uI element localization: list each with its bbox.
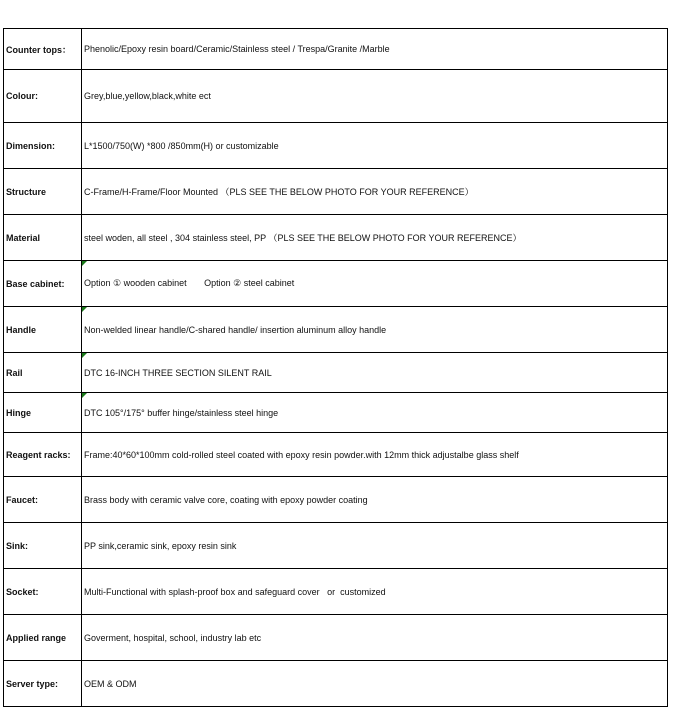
row-value: steel woden, all steel , 304 stainless steel, PP （PLS SEE THE BELOW PHOTO FOR YOUR REFERENCE） — [84, 233, 522, 243]
table-row — [4, 215, 668, 261]
table-row — [4, 353, 668, 393]
row-value-cell — [82, 215, 668, 261]
row-value: C-Frame/H-Frame/Floor Mounted （PLS SEE THE BELOW PHOTO FOR YOUR REFERENCE） — [84, 187, 474, 197]
row-value: DTC 105°/175° buffer hinge/stainless steel hinge — [84, 407, 279, 418]
row-label: Material — [4, 215, 82, 261]
row-label: Base cabinet: — [4, 261, 82, 307]
comment-marker-icon — [82, 307, 87, 312]
row-value: OEM & ODM — [84, 678, 137, 689]
row-label: Hinge — [4, 393, 82, 433]
table-row — [4, 29, 668, 70]
row-value: Phenolic/Epoxy resin board/Ceramic/Stainless steel / Trespa/Granite /Marble — [84, 44, 390, 54]
table-row — [4, 569, 668, 615]
row-value-cell — [82, 29, 668, 70]
row-value: Multi-Functional with splash-proof box and safeguard cover or customized — [84, 586, 386, 597]
table-row — [4, 123, 668, 169]
table-row — [4, 261, 668, 307]
comment-marker-icon — [82, 353, 87, 358]
row-value-cell — [82, 353, 668, 393]
row-label: Rail — [4, 353, 82, 393]
row-value-cell — [82, 169, 668, 215]
row-label: Dimension: — [4, 123, 82, 169]
row-value-cell — [82, 477, 668, 523]
comment-marker-icon — [82, 261, 87, 266]
table-row — [4, 169, 668, 215]
row-value-cell — [82, 393, 668, 433]
table-row — [4, 661, 668, 707]
table-row — [4, 615, 668, 661]
row-value: PP sink,ceramic sink, epoxy resin sink — [84, 540, 237, 551]
row-label: Sink: — [4, 523, 82, 569]
row-value-cell — [82, 261, 668, 307]
row-value-cell — [82, 615, 668, 661]
table-row — [4, 393, 668, 433]
row-value: Brass body with ceramic valve core, coating with epoxy powder coating — [84, 494, 368, 505]
row-label: Faucet: — [4, 477, 82, 523]
row-value-cell — [82, 569, 668, 615]
row-value-cell — [82, 70, 668, 123]
row-value-cell — [82, 433, 668, 477]
row-value: L*1500/750(W) *800 /850mm(H) or customizable — [84, 140, 279, 151]
row-value-cell — [82, 123, 668, 169]
row-value: Non-welded linear handle/C-shared handle/ insertion aluminum alloy handle — [84, 324, 387, 335]
row-value: Option ① wooden cabinet Option ② steel cabinet — [84, 278, 295, 288]
row-value: Goverment, hospital, school, industry lab etc — [84, 632, 262, 643]
spec-table — [3, 28, 668, 707]
table-row — [4, 477, 668, 523]
table-row — [4, 307, 668, 353]
row-value: Grey,blue,yellow,black,white ect — [84, 91, 211, 101]
row-value-cell — [82, 307, 668, 353]
row-label: Socket: — [4, 569, 82, 615]
row-label: Colour: — [4, 70, 82, 123]
table-row — [4, 70, 668, 123]
row-label: Handle — [4, 307, 82, 353]
table-row — [4, 523, 668, 569]
row-label: Structure — [4, 169, 82, 215]
comment-marker-icon — [82, 393, 87, 398]
row-label: Reagent racks: — [4, 433, 82, 477]
spec-table-body — [4, 29, 668, 707]
row-label: Server type: — [4, 661, 82, 707]
row-value-cell — [82, 523, 668, 569]
row-label: Applied range — [4, 615, 82, 661]
row-label: Counter tops： — [4, 29, 82, 70]
row-value-cell — [82, 661, 668, 707]
row-value: DTC 16-INCH THREE SECTION SILENT RAIL — [84, 367, 272, 378]
row-value: Frame:40*60*100mm cold-rolled steel coated with epoxy resin powder.with 12mm thick adjustalbe glass shelf — [84, 449, 519, 460]
table-row — [4, 433, 668, 477]
